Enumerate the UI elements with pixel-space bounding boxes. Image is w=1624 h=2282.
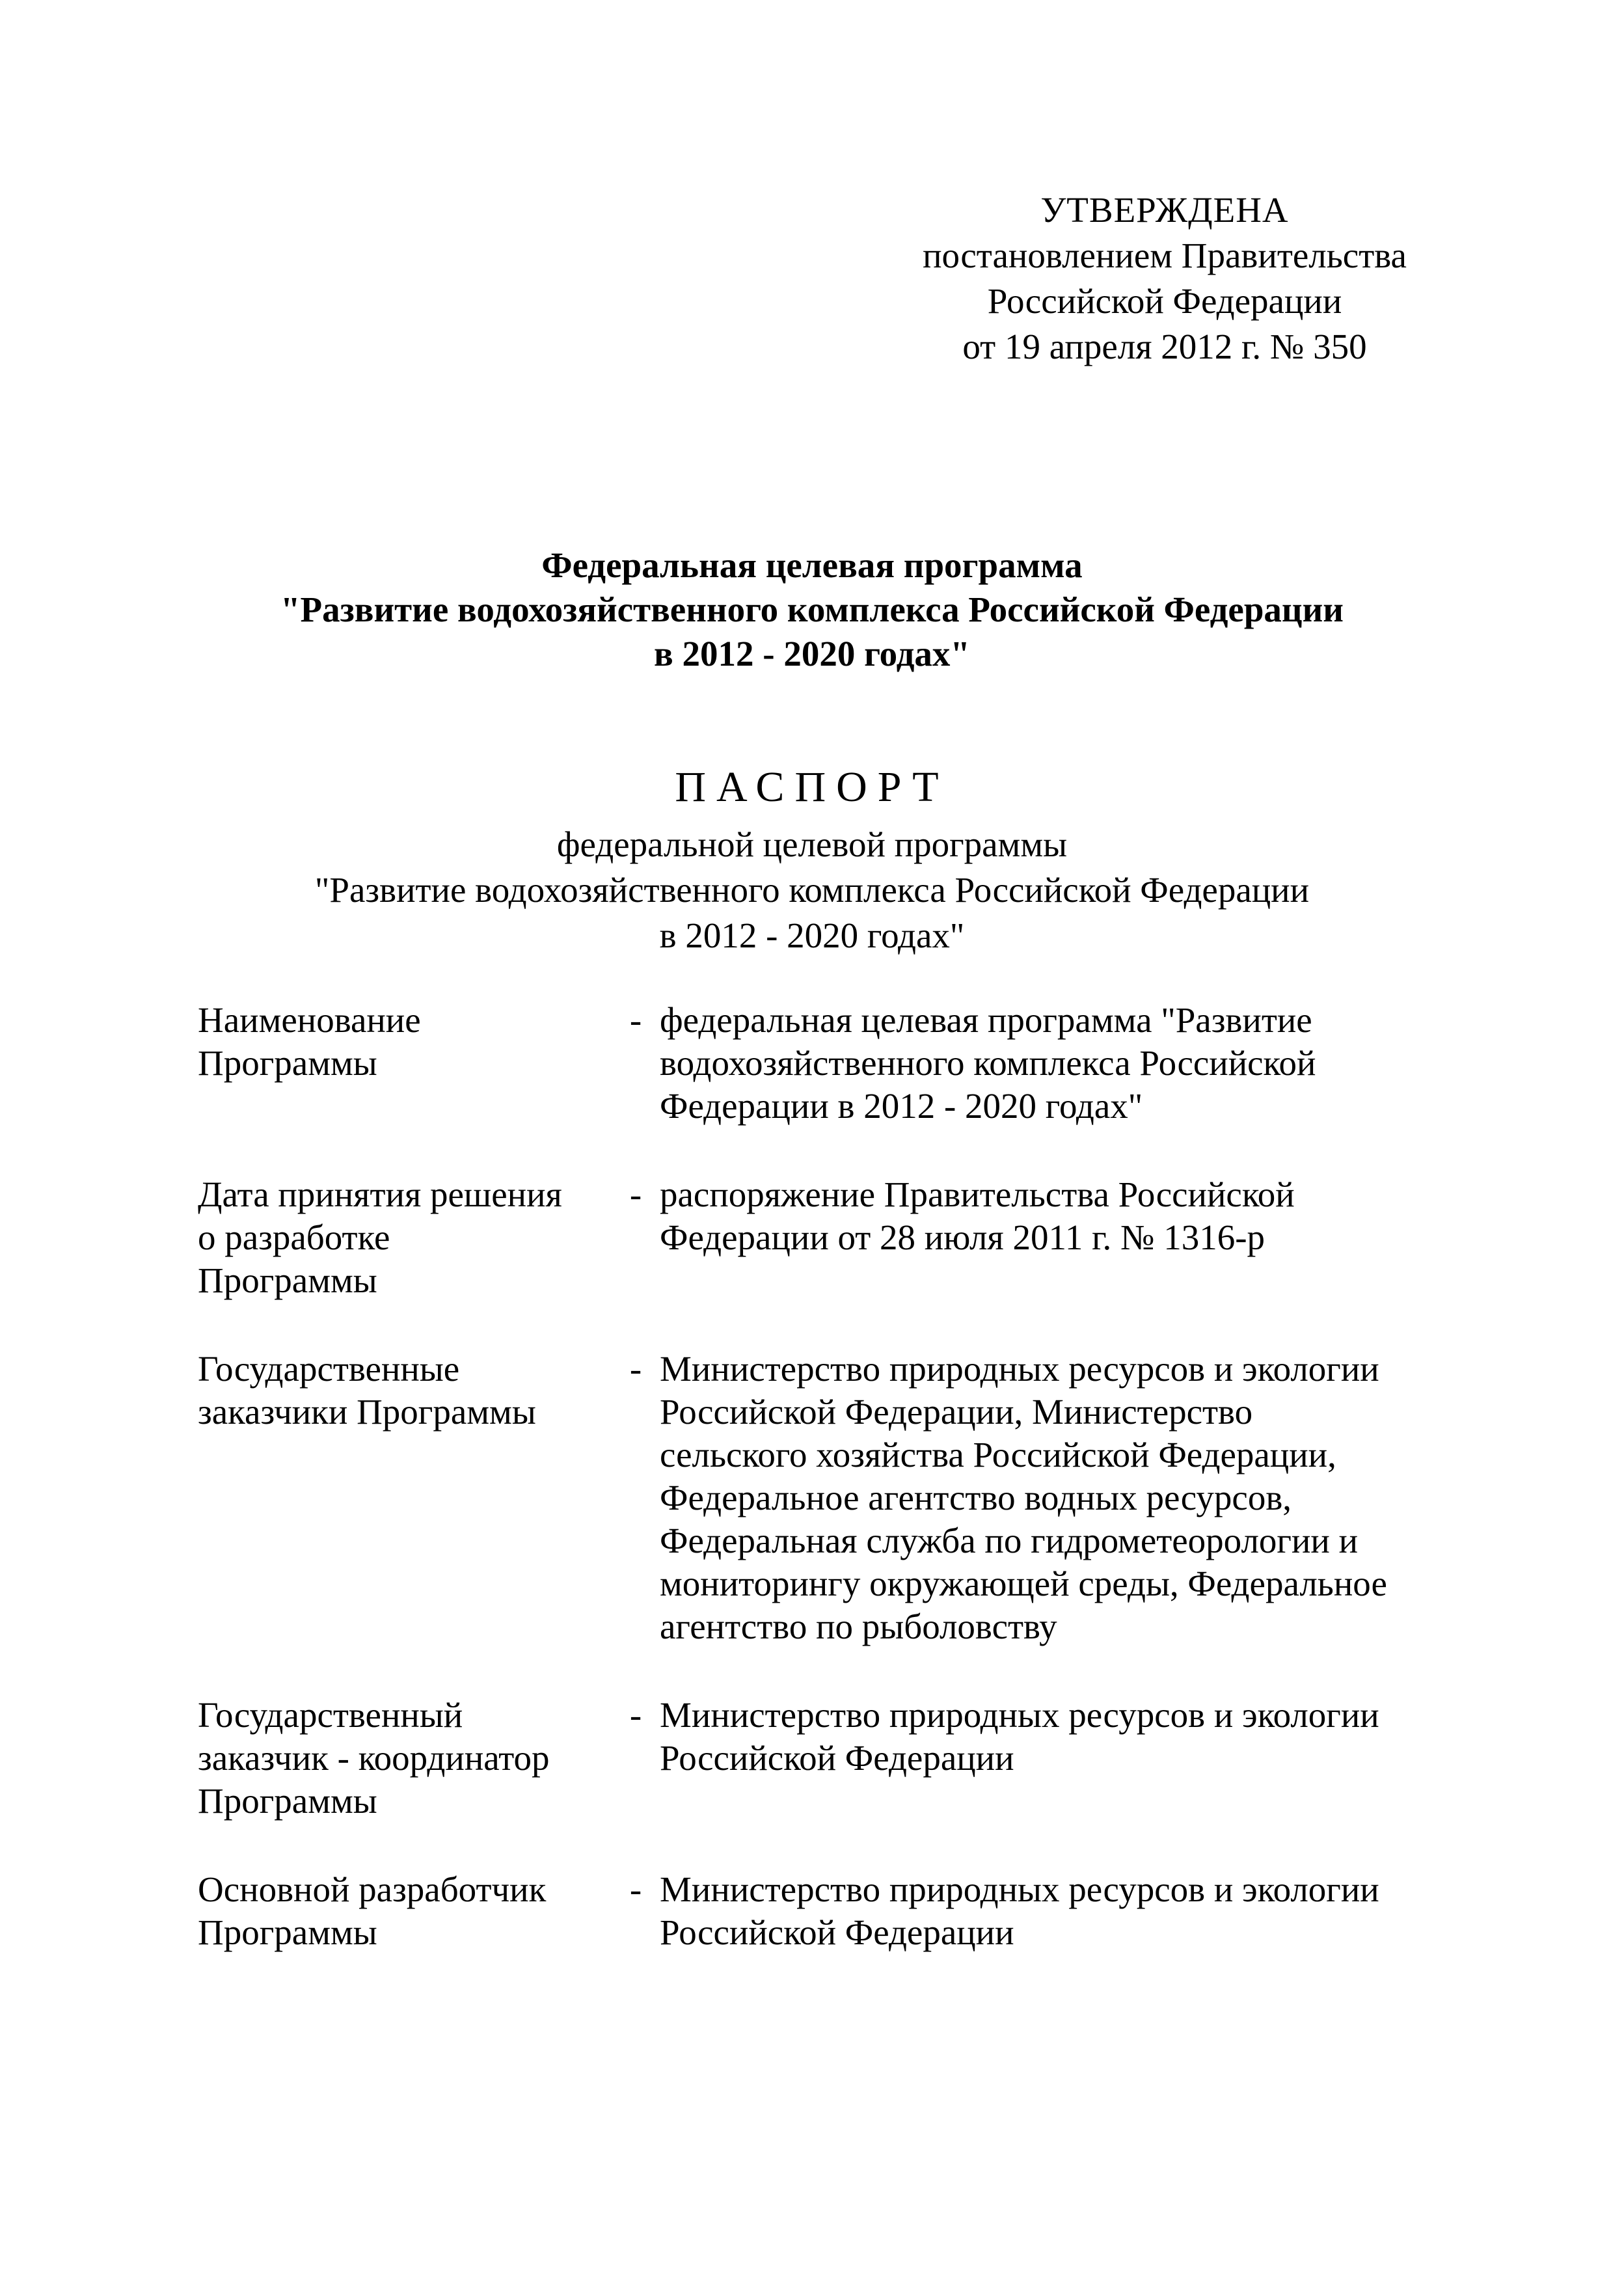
- row-value: [657, 1173, 1473, 1302]
- row-label-line: Программы: [198, 1912, 377, 1952]
- row-dash: -: [629, 1175, 642, 1214]
- row-dash: -: [629, 1000, 642, 1040]
- row-value-line: Российской Федерации, Министерство: [660, 1392, 1253, 1432]
- row-label-line: Государственные: [198, 1349, 460, 1389]
- approval-line: Российской Федерации: [987, 281, 1342, 321]
- row-value-line: Федерации от 28 июля 2011 г. № 1316-р: [660, 1217, 1265, 1257]
- row-label: [198, 1868, 614, 1954]
- row-value-line: распоряжение Правительства Российской: [660, 1175, 1295, 1214]
- passport-subtitle-line: "Развитие водохозяйственного комплекса Российской Федерации: [314, 870, 1310, 910]
- passport-row-state-customers: [198, 1348, 1473, 1648]
- row-value-line: Федерации в 2012 - 2020 годах": [660, 1086, 1143, 1126]
- approval-stamp: [885, 187, 1444, 370]
- approval-line: УТВЕРЖДЕНА: [1040, 190, 1289, 230]
- row-label-line: Дата принятия решения: [198, 1175, 562, 1214]
- program-title-line: Федеральная целевая программа: [541, 545, 1083, 585]
- passport-table: [198, 999, 1473, 1954]
- row-label: [198, 1348, 614, 1648]
- row-label-line: заказчик - координатор: [198, 1738, 550, 1778]
- row-value-line: Федеральная служба по гидрометеорологии и: [660, 1521, 1359, 1560]
- row-value-line: сельского хозяйства Российской Федерации,: [660, 1435, 1336, 1474]
- row-value-line: Министерство природных ресурсов и экологии: [660, 1349, 1379, 1389]
- row-label-line: Программы: [198, 1043, 377, 1083]
- row-label: [198, 999, 614, 1128]
- row-label-line: заказчики Программы: [198, 1392, 536, 1432]
- row-value: [657, 999, 1473, 1128]
- row-dash: -: [629, 1349, 642, 1389]
- row-value: [657, 1868, 1473, 1954]
- passport-row-decision-date: [198, 1173, 1473, 1302]
- approval-date-line: от 19 апреля 2012 г. № 350: [962, 327, 1367, 366]
- program-title-line: "Развитие водохозяйственного комплекса Российской Федерации: [280, 590, 1344, 629]
- row-value-line: Российской Федерации: [660, 1912, 1014, 1952]
- row-value-line: водохозяйственного комплекса Российской: [660, 1043, 1316, 1083]
- row-value-line: Российской Федерации: [660, 1738, 1014, 1778]
- row-label-line: Государственный: [198, 1695, 463, 1735]
- row-label-line: Основной разработчик: [198, 1869, 547, 1909]
- row-value: [657, 1694, 1473, 1823]
- passport-subtitle: [161, 822, 1463, 958]
- row-value-line: агентство по рыболовству: [660, 1607, 1057, 1646]
- row-label-line: о разработке: [198, 1217, 390, 1257]
- passport-subtitle-line: федеральной целевой программы: [556, 824, 1068, 864]
- passport-row-coordinator: [198, 1694, 1473, 1823]
- row-label-line: Программы: [198, 1260, 377, 1300]
- row-label: [198, 1173, 614, 1302]
- approval-line: постановлением Правительства: [923, 236, 1407, 275]
- passport-heading: ПАСПОРТ: [675, 763, 949, 811]
- row-dash: -: [629, 1695, 642, 1735]
- row-dash: -: [629, 1869, 642, 1909]
- row-value-line: Федеральное агентство водных ресурсов,: [660, 1478, 1292, 1517]
- row-value-line: Министерство природных ресурсов и экологии: [660, 1695, 1379, 1735]
- program-title-line: в 2012 - 2020 годах": [654, 634, 970, 673]
- row-label: [198, 1694, 614, 1823]
- program-title: [161, 543, 1463, 676]
- row-value-line: мониторингу окружающей среды, Федеральное: [660, 1564, 1387, 1603]
- row-value-line: Министерство природных ресурсов и экологии: [660, 1869, 1379, 1909]
- row-label-line: Программы: [198, 1781, 377, 1821]
- row-value: [657, 1348, 1473, 1648]
- passport-subtitle-line: в 2012 - 2020 годах": [659, 916, 965, 955]
- passport-row-program-name: [198, 999, 1473, 1128]
- passport-row-main-developer: [198, 1868, 1473, 1954]
- row-label-line: Наименование: [198, 1000, 421, 1040]
- row-value-line: федеральная целевая программа "Развитие: [660, 1000, 1312, 1040]
